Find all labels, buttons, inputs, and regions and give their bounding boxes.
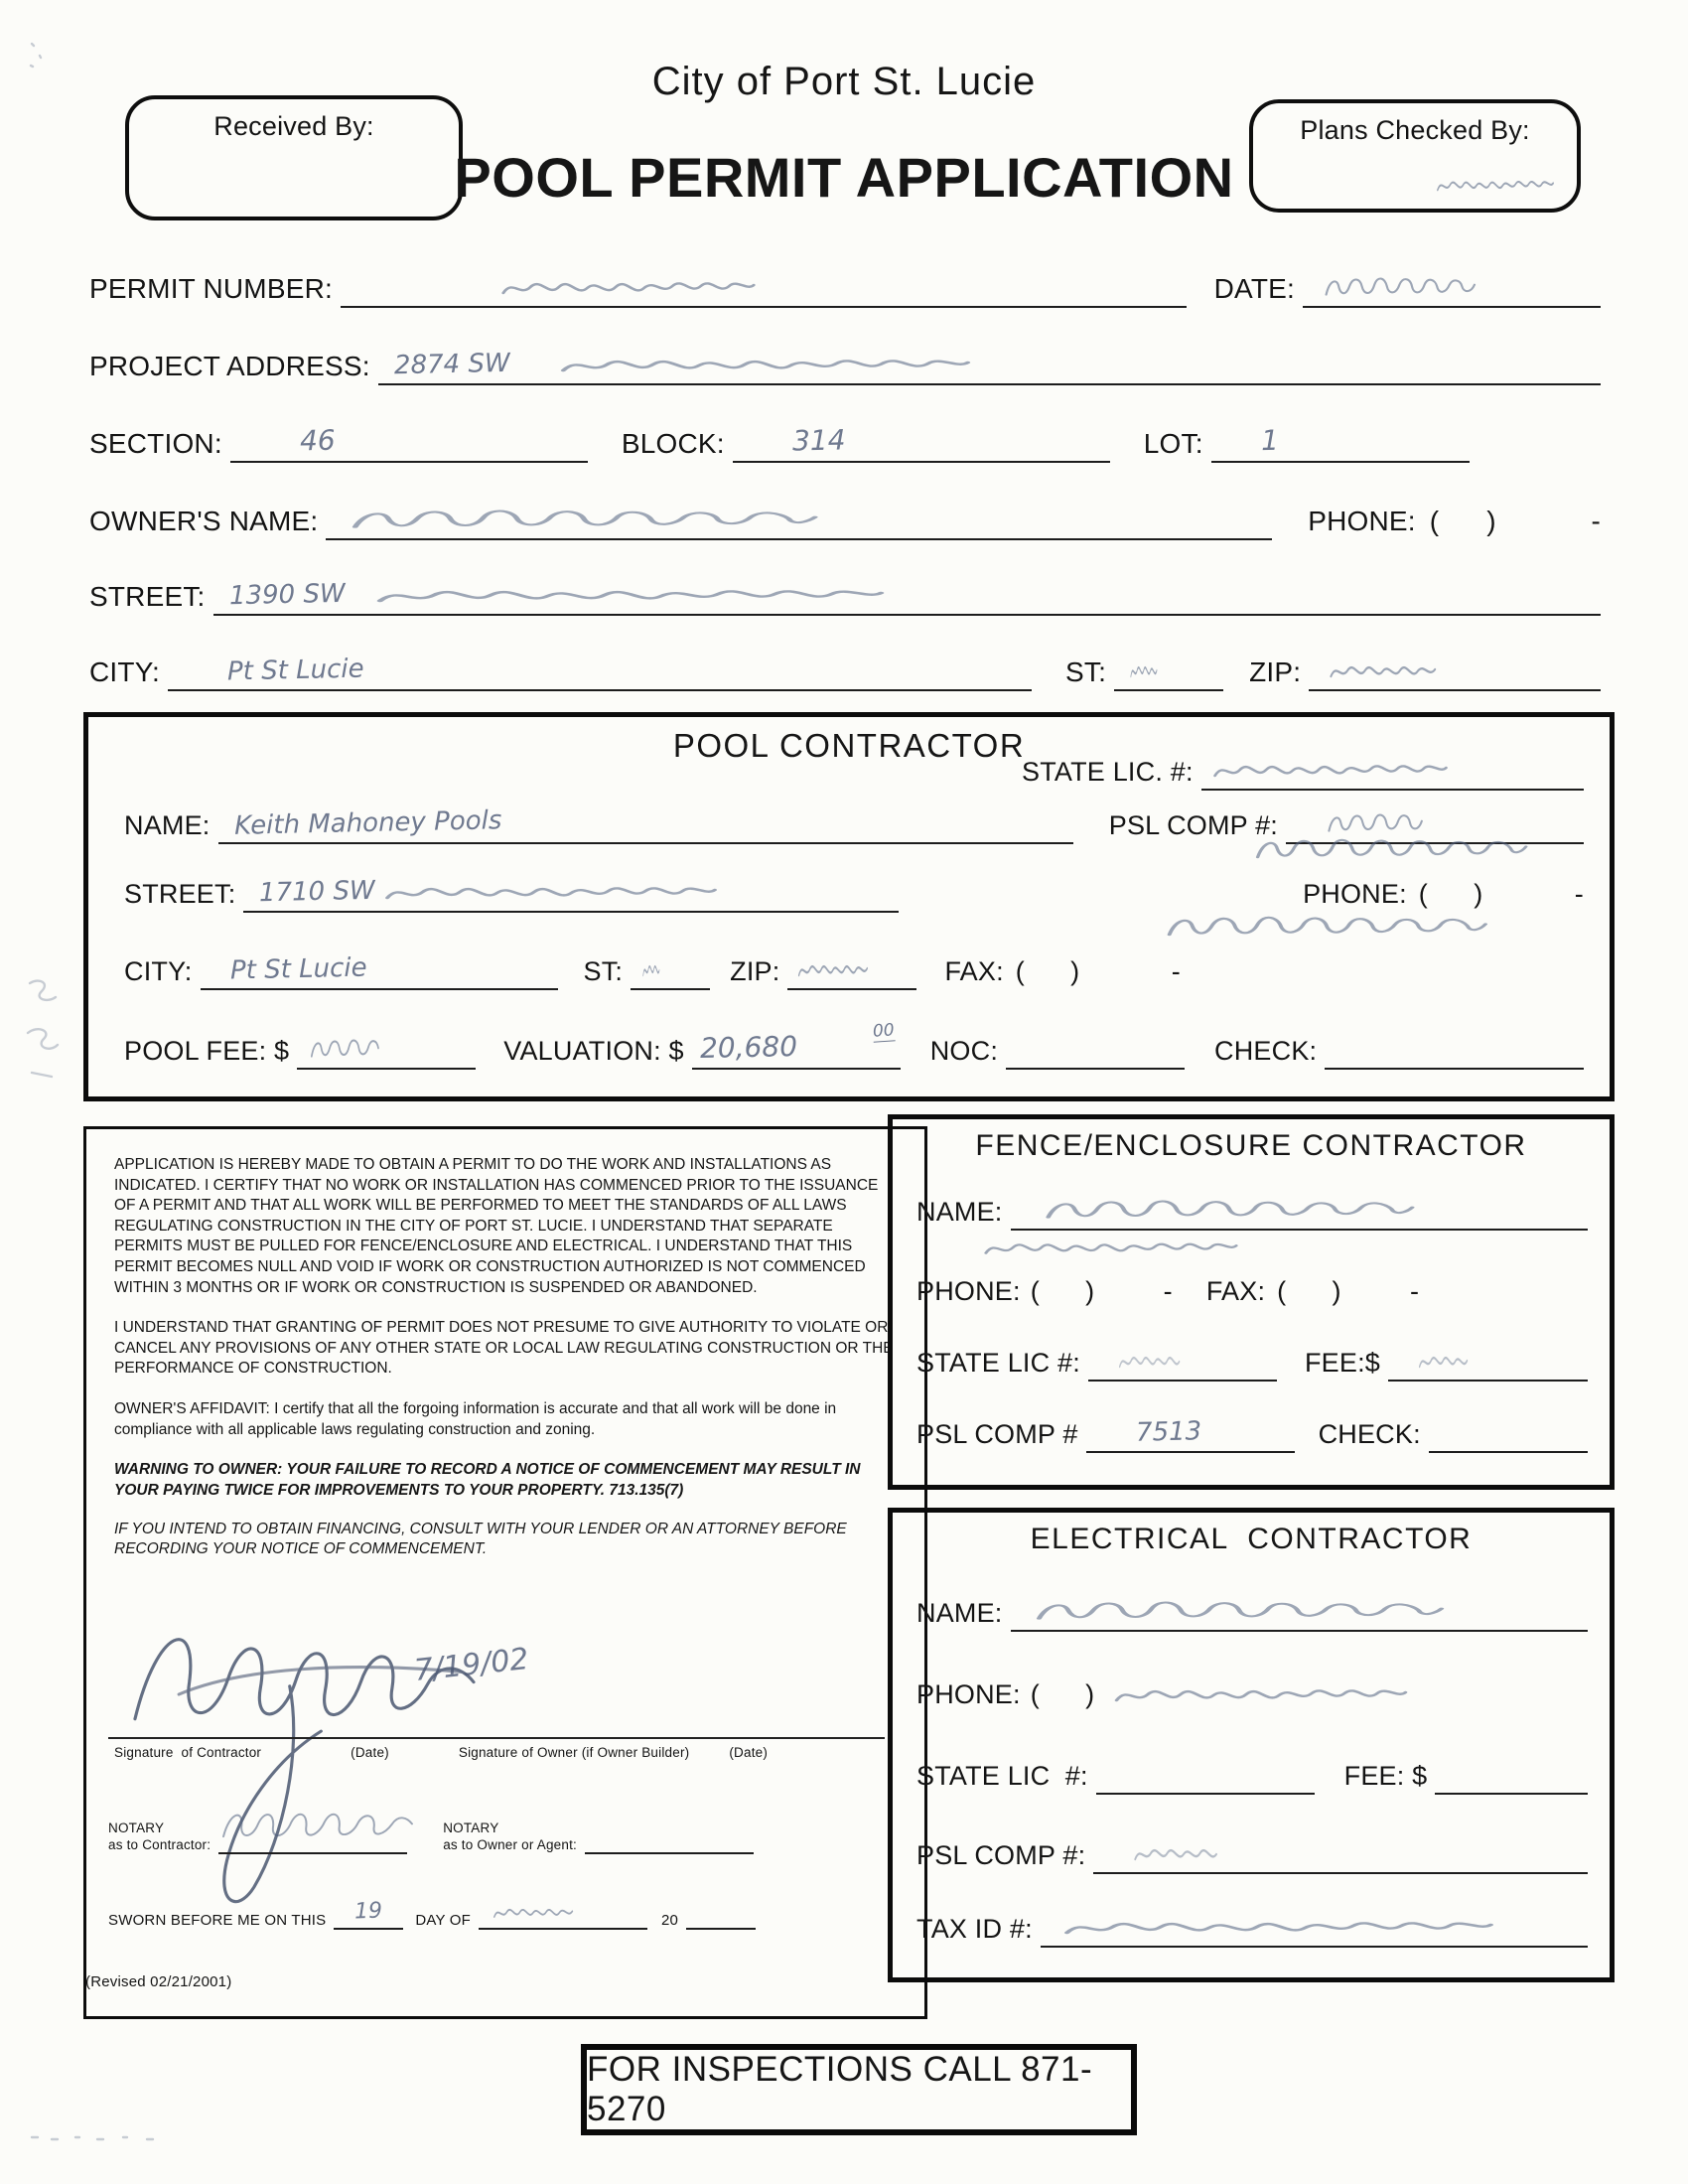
owner-st-label: ST:: [1065, 656, 1107, 687]
notary-as-to-owner-label: as to Owner or Agent:: [443, 1837, 577, 1853]
sworn-row: [108, 1896, 897, 1930]
valuation-cents-handwriting: 00: [872, 1020, 896, 1042]
noc-label: NOC:: [929, 1036, 999, 1066]
electrical-psl-comp-label: PSL COMP #:: [916, 1840, 1086, 1870]
fence-fee-label: FEE:$: [1304, 1348, 1380, 1378]
pool-fee-field: [297, 1024, 476, 1070]
owner-st-handwriting-scribble: [1130, 656, 1190, 686]
section-label: SECTION:: [89, 428, 222, 459]
signature-date-handwriting: 7/19/02: [412, 1642, 531, 1688]
owner-street-field: [213, 568, 1601, 616]
pool-phone-handwriting-scribble: [1252, 834, 1530, 866]
notary-signature-handwriting-scribble: [218, 1802, 417, 1849]
pool-name-field: [218, 799, 1073, 844]
date-handwriting-scribble: [1323, 273, 1501, 303]
signature-of-contractor-label: Signature of Contractor: [114, 1745, 262, 1760]
fence-check-label: CHECK:: [1318, 1419, 1421, 1449]
pool-city-label: CITY:: [124, 956, 193, 986]
plans-checked-label: Plans Checked By:: [1300, 115, 1530, 145]
inspections-call-text: FOR INSPECTIONS CALL 871-5270: [587, 2050, 1093, 2128]
electrical-fee-label: FEE: $: [1343, 1761, 1428, 1791]
pool-city-handwriting: Pt St Lucie: [229, 952, 367, 986]
electrical-psl-comp-field: [1093, 1828, 1588, 1874]
check-label: CHECK:: [1214, 1036, 1318, 1066]
owners-name-handwriting-scribble: [346, 506, 822, 535]
plans-checked-box: [1249, 99, 1581, 213]
spacer: [907, 867, 1303, 913]
fence-state-lic-label: STATE LIC #:: [916, 1348, 1080, 1378]
block-handwriting: 314: [791, 423, 846, 458]
date-caption: (Date): [729, 1745, 769, 1760]
valuation-field: [692, 1020, 901, 1070]
pool-city-row: [124, 945, 1584, 990]
electrical-tax-id-row: [916, 1902, 1588, 1948]
pool-street-row: [124, 867, 1584, 913]
legal-paragraph-2: I UNDERSTAND THAT GRANTING OF PERMIT DOES NOT PRESUME TO GIVE AUTHORITY TO VIOLATE OR CANCEL ANY PROVISIONS OF ANY OTHER STATE OR LOCAL LAW REGULATING CONSTRUCTION OR THE PERFORMANCE OF CONSTRUCTION.: [114, 1319, 894, 1378]
electrical-name-handwriting-scribble: [1031, 1597, 1448, 1627]
project-address-row: [89, 338, 1601, 385]
fence-psl-comp-row: [916, 1407, 1588, 1453]
owners-name-label: OWNER'S NAME:: [89, 506, 319, 536]
electrical-psl-comp-handwriting-scribble: [1133, 1839, 1282, 1869]
valuation-handwriting: 20,680: [699, 1029, 798, 1066]
pool-street-field: [243, 867, 899, 913]
noc-field: [1006, 1024, 1185, 1070]
electrical-phone-field: [1102, 1668, 1588, 1713]
pool-fee-label: POOL FEE: $: [124, 1036, 290, 1066]
electrical-phone-format: ( ): [1030, 1679, 1095, 1709]
electrical-name-field: [1011, 1586, 1588, 1632]
owner-city-field: [168, 644, 1032, 691]
section-block-lot-row: [89, 415, 1601, 463]
block-field: [733, 415, 1110, 463]
signature-line: [108, 1737, 885, 1739]
fence-phone-label: PHONE:: [916, 1276, 1021, 1306]
permit-number-row: [89, 260, 1601, 308]
pool-st-handwriting-scribble: [642, 955, 692, 985]
section-field: [230, 415, 588, 463]
fence-name-second-line-handwriting-scribble: [982, 1235, 1240, 1262]
pool-fee-row: [124, 1020, 1584, 1070]
electrical-tax-id-field: [1041, 1902, 1588, 1948]
fence-fee-handwriting-scribble: [1418, 1347, 1527, 1377]
owner-phone-label: PHONE:: [1308, 506, 1416, 536]
pool-name-label: NAME:: [124, 810, 211, 840]
electrical-contractor-box: [888, 1508, 1615, 1982]
fence-psl-comp-handwriting: 7513: [1135, 1416, 1202, 1448]
notary-label: NOTARY: [443, 1820, 499, 1836]
fence-contractor-title: FENCE/ENCLOSURE CONTRACTOR: [975, 1129, 1527, 1162]
electrical-psl-comp-row: [916, 1828, 1588, 1874]
block-label: BLOCK:: [621, 428, 725, 459]
day-of-label: DAY OF: [415, 1912, 471, 1929]
year-prefix-label: 20: [661, 1912, 679, 1929]
fence-state-lic-field: [1088, 1336, 1277, 1382]
fence-name-label: NAME:: [916, 1197, 1003, 1227]
signature-labels-row: [108, 1745, 895, 1762]
electrical-contractor-title: ELECTRICAL CONTRACTOR: [1030, 1523, 1473, 1555]
pool-state-lic-field: [1201, 745, 1584, 791]
permit-number-handwriting-scribble: [499, 273, 758, 303]
date-label: DATE:: [1213, 273, 1295, 304]
fence-state-lic-row: [916, 1336, 1588, 1382]
project-address-handwriting-scribble: [557, 351, 974, 380]
notary-row: [108, 1817, 897, 1854]
pool-fax-format: ( ) -: [1015, 956, 1181, 986]
check-field: [1325, 1024, 1584, 1070]
owners-affidavit: OWNER'S AFFIDAVIT: I certify that all the forgoing information is accurate and that all work will be done in compliance with all applicable laws regulating construction and zoning.: [114, 1400, 837, 1438]
pool-street-handwriting: 1710 SW: [259, 875, 376, 909]
pool-street-label: STREET:: [124, 879, 236, 909]
form-title: POOL PERMIT APPLICATION: [454, 146, 1234, 209]
legal-paragraph-1: APPLICATION IS HEREBY MADE TO OBTAIN A PERMIT TO DO THE WORK AND INSTALLATIONS AS INDICATED. I CERTIFY THAT NO WORK OR INSTALLATION HAS COMMENCED PRIOR TO THE ISSUANCE OF A PERMIT AND THAT ALL WORK WILL BE PERFORMED TO MEET THE STANDARDS OF ALL LAWS REGULATING CONSTRUCTION IN THE CITY OF PORT ST. LUCIE. I UNDERSTAND THAT SEPARATE PERMITS MUST BE PULLED FOR FENCE/ENCLOSURE AND ELECTRICAL. I UNDERSTAND THAT THIS PERMIT BECOMES NULL AND VOID IF WORK OR CONSTRUCTION AUTHORIZED IS NOT COMMENCED WITHIN 3 MONTHS OR IF WORK OR CONSTRUCTION IS SUSPENDED OR ABANDONED.: [114, 1156, 879, 1296]
lot-handwriting: 1: [1260, 423, 1279, 458]
electrical-name-row: [916, 1586, 1588, 1632]
electrical-phone-row: [916, 1668, 1588, 1713]
affidavit-box: [83, 1126, 927, 2019]
electrical-state-lic-field: [1096, 1749, 1315, 1795]
pool-name-handwriting: Keith Mahoney Pools: [233, 805, 502, 841]
warning-to-owner: WARNING TO OWNER: YOUR FAILURE TO RECORD A NOTICE OF COMMENCEMENT MAY RESULT IN YOUR PAYING TWICE FOR IMPROVEMENTS TO YOUR PROPERTY. 713.135(7): [114, 1461, 861, 1499]
fence-name-handwriting-scribble: [1041, 1196, 1418, 1226]
lot-field: [1211, 415, 1470, 463]
notary-as-to-contractor-label: as to Contractor:: [108, 1837, 211, 1853]
fence-check-field: [1429, 1407, 1588, 1453]
fence-fax-format: ( ) -: [1277, 1276, 1420, 1306]
sworn-before-me-label: SWORN BEFORE ME ON THIS: [108, 1912, 327, 1929]
pool-zip-label: ZIP:: [730, 956, 780, 986]
electrical-state-lic-label: STATE LIC #:: [916, 1761, 1088, 1791]
electrical-phone-label: PHONE:: [916, 1679, 1021, 1709]
owner-street-row: [89, 568, 1601, 616]
pool-street-handwriting-scribble: [382, 878, 720, 908]
owners-name-row: [89, 493, 1601, 540]
permit-number-field: [341, 260, 1187, 308]
pool-contractor-box: [83, 712, 1615, 1101]
pool-city-field: [201, 945, 558, 990]
owner-city-row: [89, 644, 1601, 691]
sworn-month-handwriting-scribble: [492, 1901, 612, 1925]
sworn-year-field: [686, 1896, 756, 1930]
fence-phone-format: ( ) -: [1030, 1276, 1173, 1306]
pool-fee-handwriting-scribble: [309, 1035, 448, 1065]
pool-state-lic-label: STATE LIC. #:: [1022, 757, 1194, 787]
signature-of-owner-label: Signature of Owner (if Owner Builder): [458, 1745, 690, 1760]
permit-number-label: PERMIT NUMBER:: [89, 273, 333, 304]
pool-phone-format: ( ) -: [1418, 879, 1584, 909]
fence-name-row: [916, 1185, 1588, 1231]
fence-contractor-box: [888, 1114, 1615, 1490]
sworn-month-field: [479, 1896, 647, 1930]
pool-fax-handwriting-scribble: [1163, 912, 1490, 944]
plans-checked-handwriting-scribble: [1436, 173, 1555, 199]
electrical-tax-id-handwriting-scribble: [1060, 1913, 1497, 1943]
owner-st-field: [1114, 644, 1223, 691]
fence-phone-row: [916, 1264, 1588, 1310]
date-caption: (Date): [351, 1745, 389, 1760]
owner-phone-format: ( ) -: [1429, 506, 1601, 536]
electrical-name-label: NAME:: [916, 1598, 1003, 1628]
pool-st-label: ST:: [583, 956, 624, 986]
sworn-day-handwriting: 19: [353, 1898, 383, 1925]
pool-contractor-title: POOL CONTRACTOR: [672, 727, 1026, 764]
fence-state-lic-handwriting-scribble: [1118, 1347, 1227, 1377]
received-by-label: Received By:: [213, 111, 374, 141]
owner-street-handwriting-scribble: [372, 581, 889, 611]
city-title: City of Port St. Lucie: [651, 60, 1037, 103]
pool-phone-label: PHONE:: [1303, 879, 1407, 909]
scan-artifact: [28, 2125, 167, 2149]
spacer: [1189, 945, 1584, 990]
fence-fee-field: [1388, 1336, 1588, 1382]
sworn-day-field: [334, 1896, 403, 1930]
notary-contractor-block: [108, 1817, 407, 1854]
pool-zip-handwriting-scribble: [797, 955, 902, 985]
owners-name-field: [326, 493, 1272, 540]
fence-fax-label: FAX:: [1205, 1276, 1266, 1306]
project-address-handwriting: 2874 SW: [393, 348, 510, 381]
fence-psl-comp-field: [1086, 1407, 1295, 1453]
owner-city-handwriting: Pt St Lucie: [226, 654, 364, 687]
fence-psl-comp-label: PSL COMP #: [916, 1419, 1078, 1449]
owner-city-label: CITY:: [89, 656, 161, 687]
date-field: [1303, 260, 1601, 308]
pool-zip-field: [787, 945, 916, 990]
electrical-fee-field: [1435, 1749, 1588, 1795]
valuation-label: VALUATION: $: [503, 1036, 684, 1066]
electrical-tax-id-label: TAX ID #:: [916, 1914, 1033, 1944]
pool-state-lic-handwriting-scribble: [1211, 756, 1450, 786]
notary-contractor-field: [218, 1817, 407, 1854]
fence-name-field: [1011, 1185, 1588, 1231]
inspections-call-box: [581, 2044, 1137, 2135]
owner-zip-field: [1309, 644, 1601, 691]
owner-zip-label: ZIP:: [1249, 656, 1302, 687]
notary-label: NOTARY: [108, 1820, 165, 1836]
electrical-state-lic-row: [916, 1749, 1588, 1795]
notary-owner-field: [585, 1817, 754, 1854]
lot-label: LOT:: [1143, 428, 1203, 459]
owner-street-label: STREET:: [89, 581, 206, 612]
section-handwriting: 46: [299, 423, 336, 458]
electrical-phone-handwriting-scribble: [1112, 1680, 1410, 1710]
pool-psl-comp-label: PSL COMP #:: [1108, 810, 1278, 840]
pool-state-lic-row: [1022, 745, 1584, 791]
notary-owner-block: [443, 1817, 754, 1854]
project-address-field: [378, 338, 1601, 385]
project-address-label: PROJECT ADDRESS:: [89, 351, 370, 381]
pool-fax-label: FAX:: [944, 956, 1004, 986]
owner-street-handwriting: 1390 SW: [228, 578, 346, 612]
revised-date-note: (Revised 02/21/2001): [85, 1973, 232, 1990]
scan-artifact: [22, 973, 71, 1092]
pool-st-field: [631, 945, 710, 990]
owner-zip-handwriting-scribble: [1329, 656, 1487, 686]
financing-notice: IF YOU INTEND TO OBTAIN FINANCING, CONSULT WITH YOUR LENDER OR AN ATTORNEY BEFORE RECORDING YOUR NOTICE OF COMMENCEMENT.: [114, 1520, 847, 1558]
